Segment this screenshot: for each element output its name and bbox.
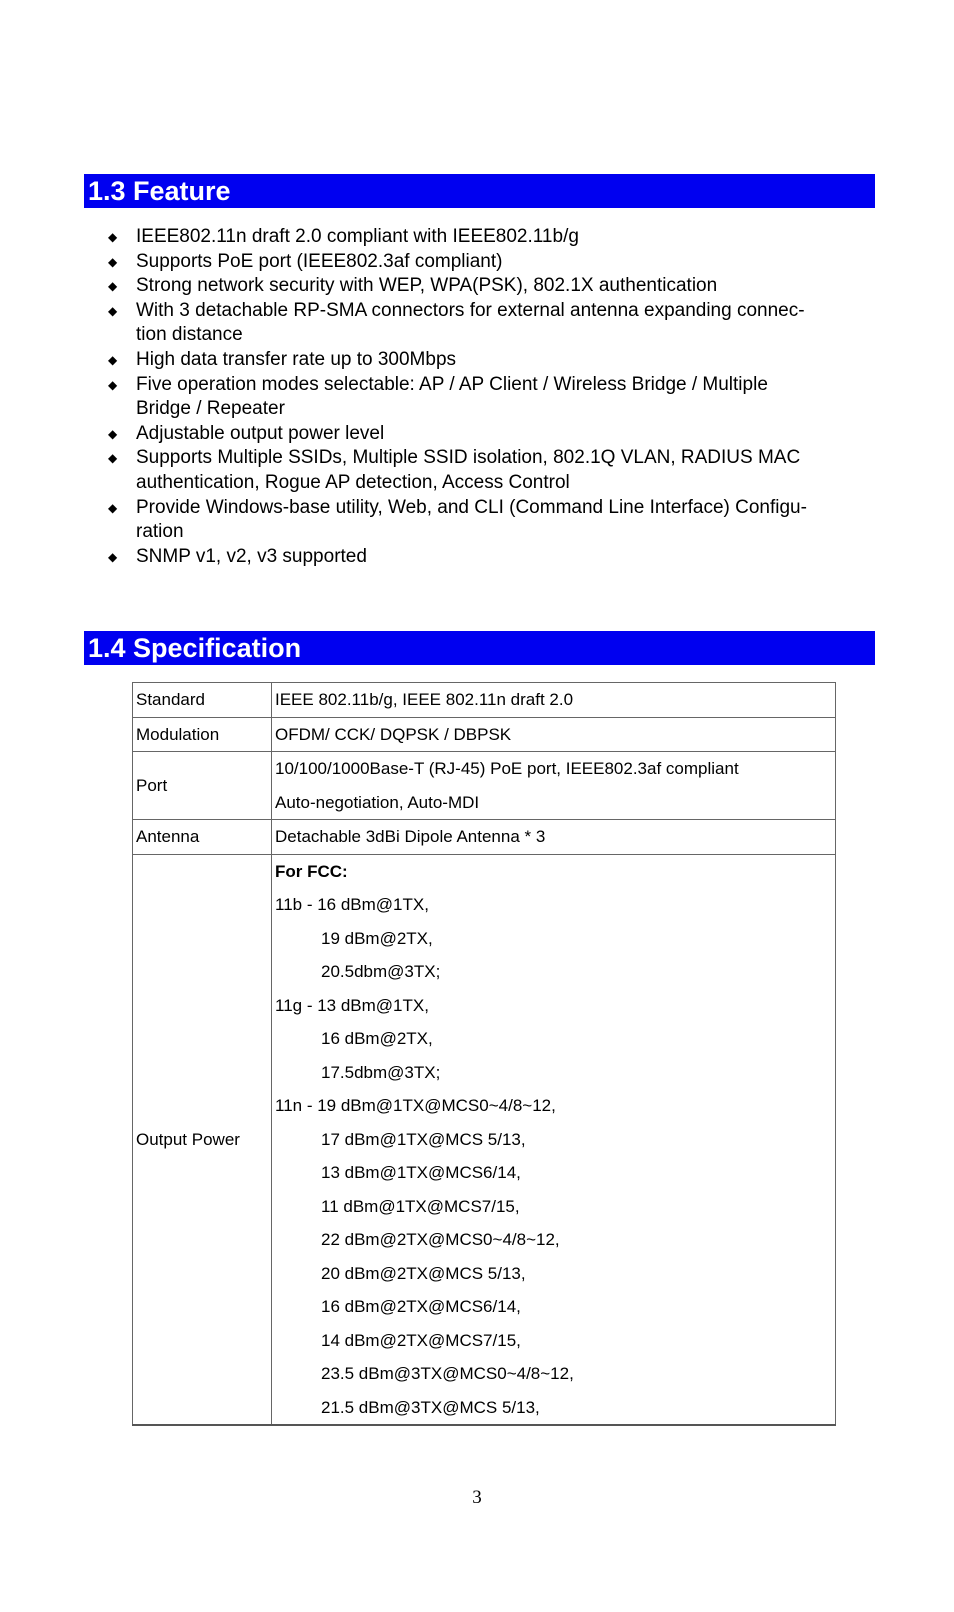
diamond-bullet-icon: ◆ — [108, 279, 118, 294]
diamond-bullet-icon: ◆ — [108, 500, 118, 515]
spec-value-line: 20.5dbm@3TX; — [321, 962, 441, 981]
spec-row — [133, 683, 836, 718]
feature-text: Adjustable output power level — [136, 422, 385, 444]
feature-text: authentication, Rogue AP detection, Access Control — [136, 471, 570, 493]
spec-value-line: Detachable 3dBi Dipole Antenna * 3 — [275, 827, 546, 846]
feature-list — [108, 225, 868, 569]
feature-item — [108, 225, 868, 250]
feature-text: IEEE802.11n draft 2.0 compliant with IEEE802.11b/g — [136, 226, 579, 247]
spec-value-line: 11b - 16 dBm@1TX, — [275, 895, 429, 914]
spec-value-line: IEEE 802.11b/g, IEEE 802.11n draft 2.0 — [275, 690, 574, 709]
spec-row — [133, 752, 836, 820]
spec-label: Standard — [133, 683, 272, 718]
feature-item — [108, 250, 868, 275]
diamond-bullet-icon: ◆ — [108, 303, 118, 318]
spec-value-line: 14 dBm@2TX@MCS7/15, — [321, 1330, 521, 1350]
spec-value-line: 16 dBm@2TX, — [321, 1029, 433, 1048]
spec-label: Output Power — [133, 854, 272, 1425]
feature-text: Bridge / Repeater — [136, 398, 285, 420]
feature-text: Supports Multiple SSIDs, Multiple SSID isolation, 802.1Q VLAN, RADIUS MAC — [136, 447, 801, 469]
feature-item — [108, 274, 868, 299]
spec-label: Modulation — [133, 717, 272, 752]
feature-text: tion distance — [136, 324, 243, 346]
spec-value — [272, 752, 836, 820]
feature-item — [108, 299, 868, 348]
spec-value-line: 17.5dbm@3TX; — [321, 1062, 441, 1082]
feature-item — [108, 348, 868, 373]
feature-item — [108, 373, 868, 422]
spec-value-line: For FCC: — [275, 861, 348, 881]
spec-value-line: 10/100/1000Base-T (RJ-45) PoE port, IEEE802.3af compliant — [275, 759, 739, 778]
diamond-bullet-icon: ◆ — [108, 451, 118, 466]
spec-value-line: 21.5 dBm@3TX@MCS 5/13, — [321, 1397, 540, 1417]
feature-text: ration — [136, 521, 184, 543]
specification-table — [132, 682, 836, 1426]
diamond-bullet-icon: ◆ — [108, 426, 118, 441]
feature-text: Five operation modes selectable: AP / AP Client / Wireless Bridge / Multiple — [136, 373, 768, 395]
spec-value-line: Auto-negotiation, Auto-MDI — [275, 792, 480, 812]
spec-value-line: 22 dBm@2TX@MCS0~4/8~12, — [321, 1230, 560, 1249]
feature-text: With 3 detachable RP-SMA connectors for external antenna expanding connec- — [136, 299, 805, 321]
section-heading-feature: 1.3 Feature — [84, 174, 875, 208]
feature-item — [108, 496, 868, 545]
spec-value-line: 16 dBm@2TX@MCS6/14, — [321, 1297, 521, 1316]
diamond-bullet-icon: ◆ — [108, 549, 118, 564]
spec-value-line: 11g - 13 dBm@1TX, — [275, 995, 429, 1015]
spec-value-line: 13 dBm@1TX@MCS6/14, — [321, 1163, 521, 1182]
feature-text: Provide Windows-base utility, Web, and CLI (Command Line Interface) Configu- — [136, 496, 807, 518]
spec-row — [133, 820, 836, 855]
feature-text: High data transfer rate up to 300Mbps — [136, 348, 457, 370]
feature-item — [108, 446, 868, 495]
feature-item — [108, 545, 868, 570]
spec-value-line: 19 dBm@2TX, — [321, 928, 433, 948]
spec-value-line: 11 dBm@1TX@MCS7/15, — [321, 1196, 520, 1216]
spec-label: Antenna — [133, 820, 272, 855]
spec-value-line: 17 dBm@1TX@MCS 5/13, — [321, 1129, 526, 1149]
spec-label: Port — [133, 752, 272, 820]
spec-value-line: 11n - 19 dBm@1TX@MCS0~4/8~12, — [275, 1096, 556, 1115]
spec-value — [272, 683, 836, 718]
feature-text: Supports PoE port (IEEE802.3af compliant) — [136, 250, 503, 272]
spec-row — [133, 717, 836, 752]
feature-text: Strong network security with WEP, WPA(PSK), 802.1X authentication — [136, 275, 718, 297]
spec-value — [272, 820, 836, 855]
section-heading-specification: 1.4 Specification — [84, 631, 875, 665]
spec-value-line: 20 dBm@2TX@MCS 5/13, — [321, 1263, 526, 1283]
spec-value — [272, 717, 836, 752]
feature-text: SNMP v1, v2, v3 supported — [136, 545, 367, 567]
diamond-bullet-icon: ◆ — [108, 230, 118, 244]
spec-row — [133, 854, 836, 1425]
diamond-bullet-icon: ◆ — [108, 377, 118, 392]
spec-value — [272, 854, 836, 1425]
diamond-bullet-icon: ◆ — [108, 352, 118, 367]
feature-item — [108, 422, 868, 447]
diamond-bullet-icon: ◆ — [108, 254, 118, 269]
page-number: 3 — [472, 1487, 482, 1508]
spec-value-line: 23.5 dBm@3TX@MCS0~4/8~12, — [321, 1364, 574, 1383]
spec-value-line: OFDM/ CCK/ DQPSK / DBPSK — [275, 724, 512, 744]
